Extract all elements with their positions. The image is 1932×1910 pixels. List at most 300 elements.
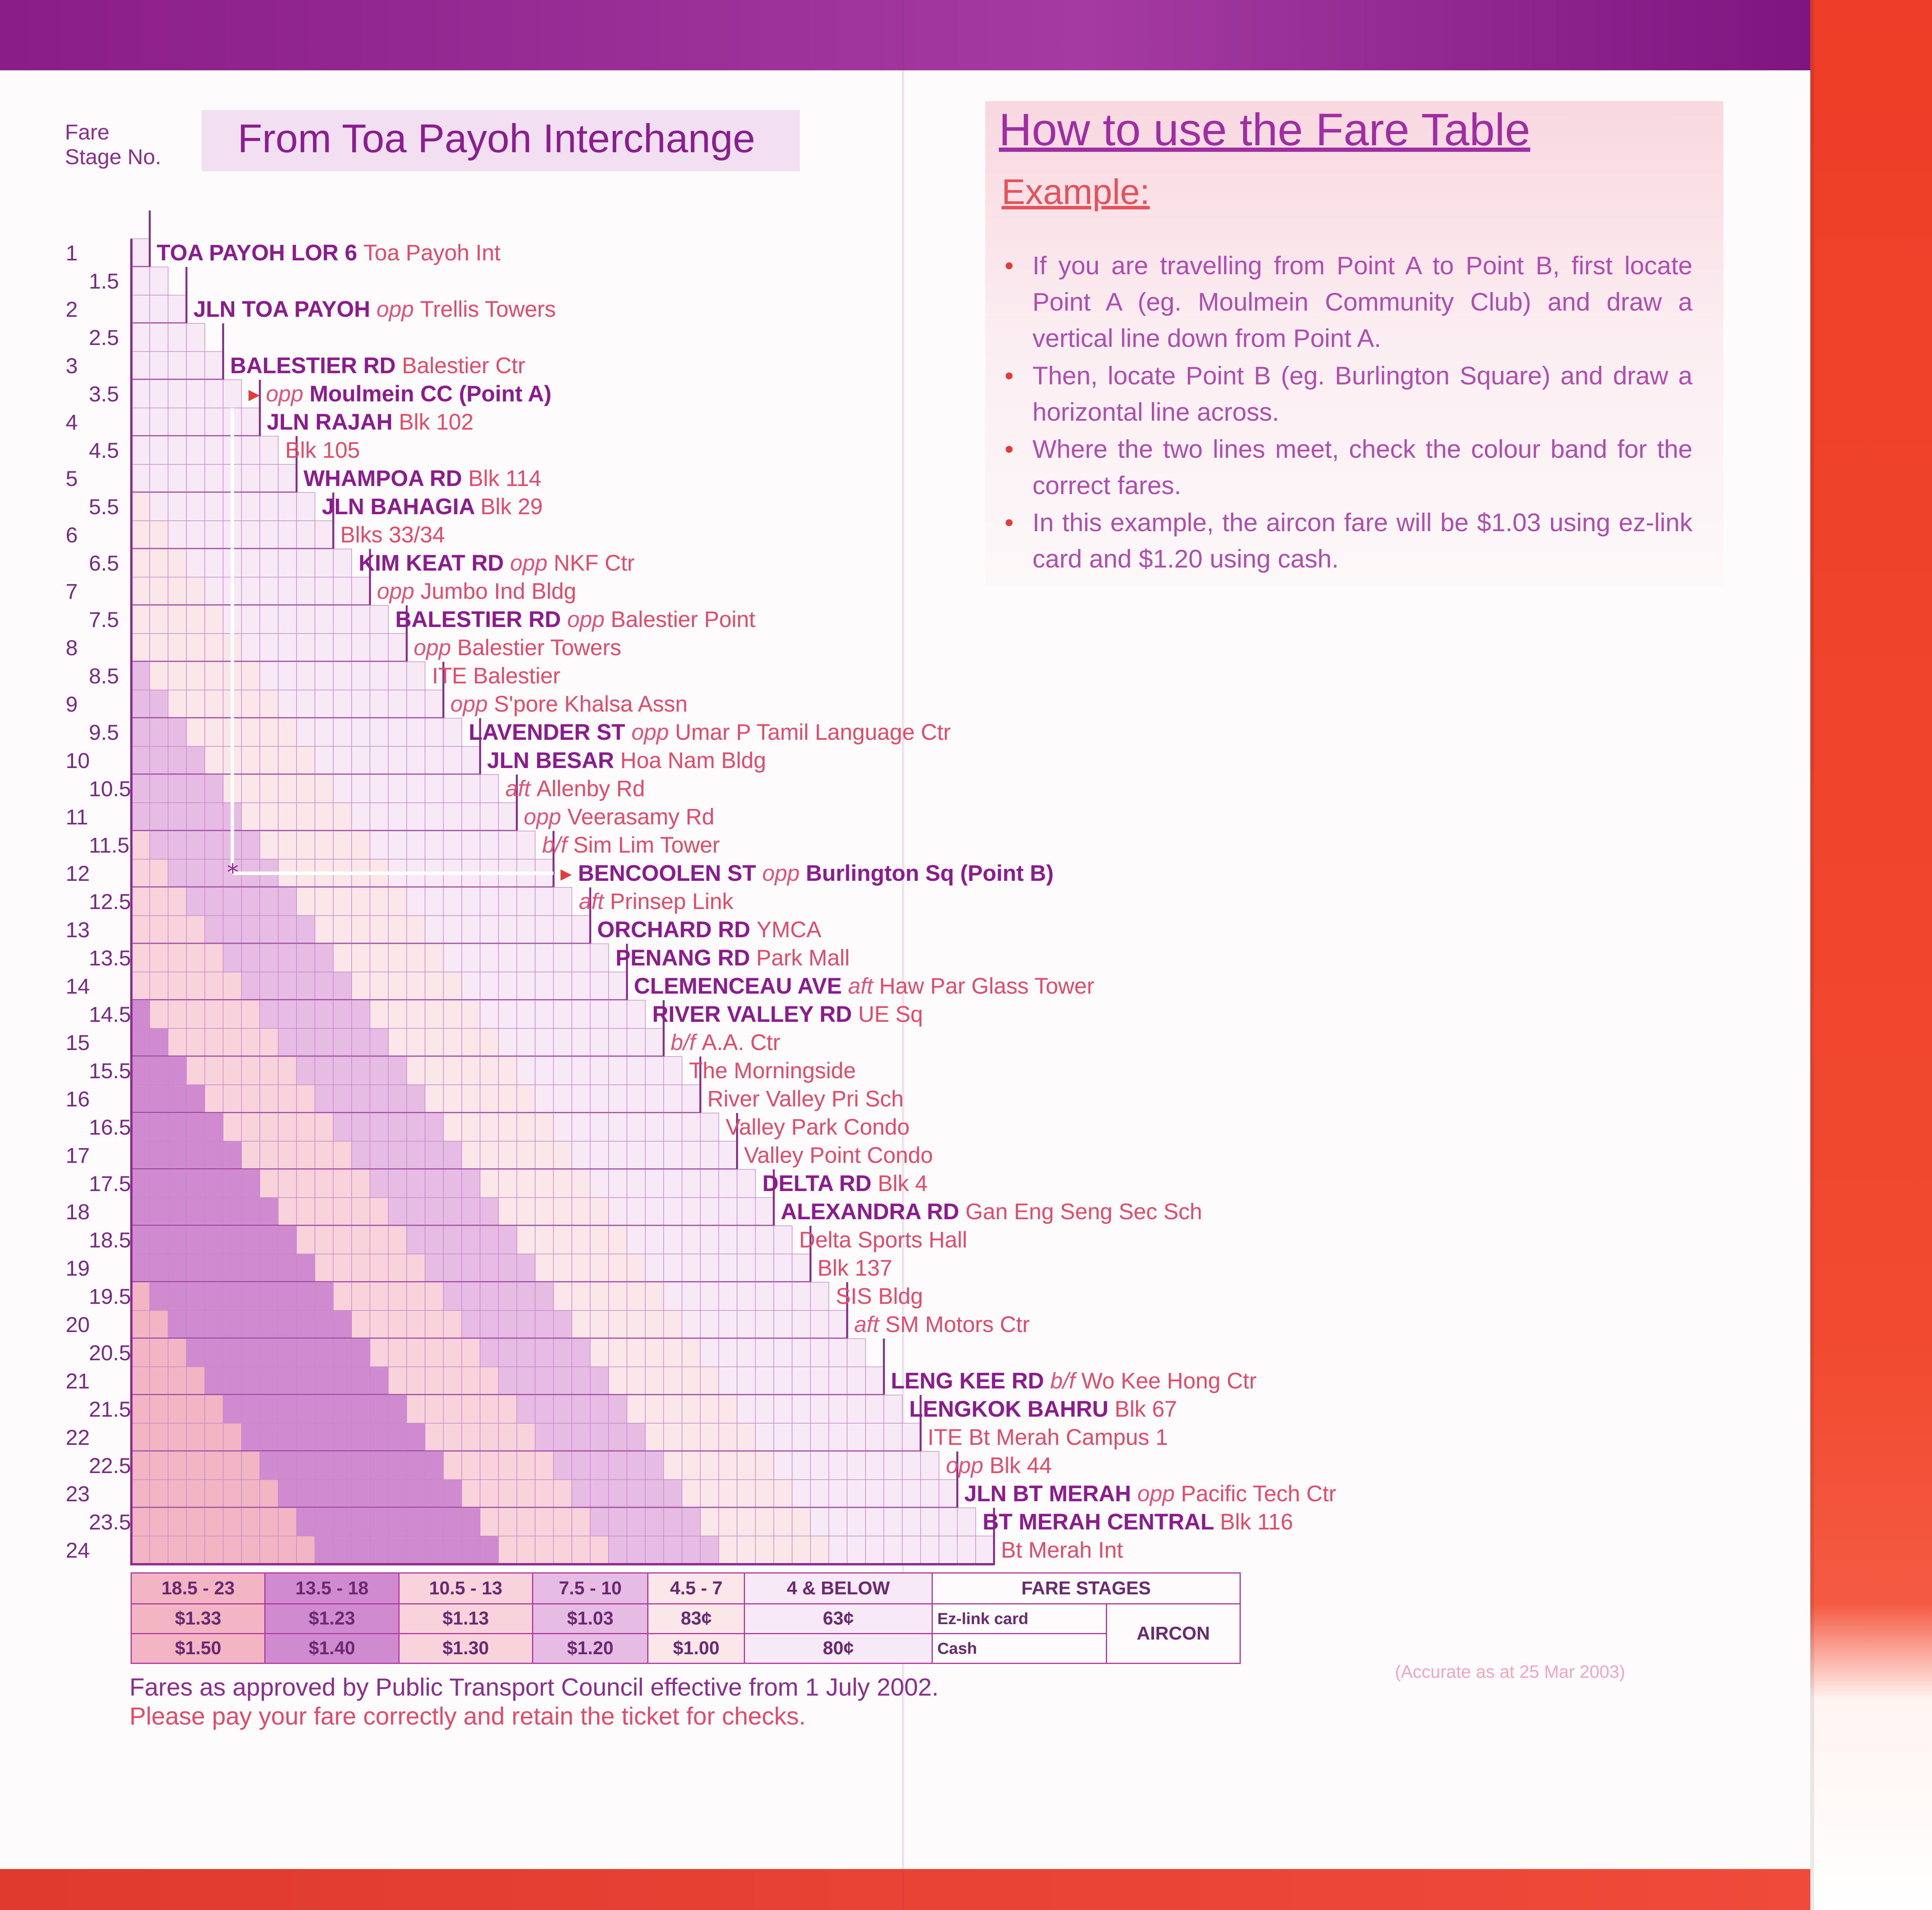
- grid-cell: [462, 775, 480, 803]
- grid-cell: [297, 775, 315, 803]
- grid-cell: [664, 1141, 682, 1169]
- grid-cell: [480, 1395, 499, 1423]
- grid-cell: [388, 775, 407, 803]
- grid-cell: [444, 972, 462, 1000]
- grid-cell: [609, 1367, 627, 1395]
- grid-cell: [260, 577, 279, 605]
- grid-cell: [774, 1254, 793, 1282]
- bus-stop-label: [726, 1114, 910, 1141]
- grid-cell: [205, 887, 223, 916]
- grid-cell: [150, 972, 168, 1000]
- stop-description: UE Sq: [858, 1002, 923, 1027]
- grid-cell: [333, 1451, 352, 1480]
- grid-cell: [187, 1508, 205, 1536]
- grid-cell: [168, 1310, 187, 1339]
- grid-cell: [168, 408, 187, 436]
- grid-cell: [517, 944, 536, 972]
- grid-cell: [131, 1057, 150, 1085]
- grid-cell: [590, 1113, 609, 1141]
- grid-cell: [664, 1198, 682, 1226]
- grid-cell: [131, 775, 150, 803]
- grid-cell: [921, 1508, 939, 1536]
- grid-cell: [187, 775, 205, 803]
- grid-cell: [572, 1395, 590, 1423]
- grid-cell: [205, 521, 223, 549]
- grid-cell: [168, 662, 187, 690]
- grid-cell: [370, 1339, 389, 1367]
- grid-cell: [755, 1198, 774, 1226]
- grid-cell: [297, 1536, 315, 1564]
- grid-cell: [131, 662, 150, 690]
- bus-stop-label: [395, 606, 755, 633]
- grid-cell: [315, 944, 333, 972]
- grid-cell: [407, 831, 425, 859]
- grid-cell: [223, 1141, 242, 1169]
- grid-cell: [187, 803, 205, 831]
- grid-cell: [444, 1028, 462, 1057]
- grid-cell: [425, 1367, 444, 1395]
- grid-cell: [444, 718, 462, 746]
- grid-cell: [462, 1226, 480, 1254]
- grid-cell: [131, 577, 150, 605]
- stop-description: Valley Park Condo: [726, 1115, 910, 1140]
- grid-cell: [333, 1113, 352, 1141]
- contact-line: [1862, 1748, 1932, 1771]
- grid-cell: [609, 1028, 627, 1057]
- grid-cell: [370, 746, 389, 775]
- grid-cell: [462, 1085, 480, 1113]
- grid-cell: [150, 493, 168, 521]
- footnote-ticket: Please pay your fare correctly and retain the ticket for checks.: [129, 1702, 806, 1730]
- bus-stop-label: [818, 1255, 892, 1282]
- grid-cell: [554, 916, 572, 944]
- grid-cell: [444, 944, 462, 972]
- grid-cell: [645, 1226, 664, 1254]
- grid-cell: [701, 1339, 719, 1367]
- grid-cell: [462, 1423, 480, 1451]
- bus-stop-label: [194, 296, 556, 323]
- fare-ezlink: $1.33: [131, 1604, 265, 1633]
- band-label: 4.5 - 7: [648, 1573, 745, 1604]
- grid-cell: [645, 1367, 664, 1395]
- grid-cell: [297, 662, 315, 690]
- grid-cell: [554, 887, 572, 916]
- bus-stop-label: [542, 832, 720, 859]
- stop-description: Haw Par Glass Tower: [879, 974, 1094, 999]
- grid-cell: [719, 1480, 737, 1508]
- grid-cell: [168, 1198, 187, 1226]
- grid-cell: [682, 1141, 701, 1169]
- grid-cell: [150, 464, 168, 493]
- grid-cell: [627, 1282, 646, 1310]
- grid-cell: [462, 803, 480, 831]
- grid-cell: [554, 1226, 572, 1254]
- grid-cell: [187, 1480, 205, 1508]
- grid-cell: [480, 1254, 499, 1282]
- grid-cell: [444, 1000, 462, 1028]
- contact-line: [1862, 1774, 1932, 1796]
- grid-cell: [168, 295, 187, 323]
- grid-cell: [388, 1141, 407, 1169]
- stop-road: JLN BAHAGIA: [322, 494, 481, 519]
- grid-cell: [278, 1480, 297, 1508]
- grid-cell: [205, 746, 223, 775]
- stage-number: 2.5: [89, 325, 119, 350]
- grid-cell: [315, 1141, 333, 1169]
- bus-stop-label: [909, 1396, 1177, 1423]
- grid-cell: [242, 634, 260, 662]
- grid-cell: [168, 1395, 187, 1423]
- grid-cell: [388, 972, 407, 1000]
- grid-cell: [150, 690, 168, 718]
- grid-cell: [370, 1000, 389, 1028]
- grid-cell: [407, 1198, 425, 1226]
- grid-cell: [242, 1367, 260, 1395]
- stop-road: RIVER VALLEY RD: [652, 1002, 858, 1027]
- grid-cell: [480, 775, 499, 803]
- grid-cell: [425, 1310, 444, 1339]
- grid-cell: [388, 1028, 407, 1057]
- grid-cell: [811, 1310, 829, 1339]
- howto-item-2: • Then, locate Point B (eg. Burlington Square) and draw a horizontal line across.: [1005, 357, 1692, 430]
- stage-number: 16: [66, 1087, 90, 1111]
- stop-road: TOA PAYOH LOR 6: [156, 240, 364, 265]
- grid-cell: [480, 803, 499, 831]
- grid-cell: [554, 1141, 572, 1169]
- grid-cell: [866, 1480, 884, 1508]
- grid-cell: [223, 1423, 242, 1451]
- grid-cell: [829, 1451, 847, 1480]
- grid-cell: [682, 1254, 701, 1282]
- grid-cell: [242, 803, 260, 831]
- stop-description: River Valley Pri Sch: [707, 1086, 904, 1111]
- bus-stop-label: [505, 775, 645, 802]
- grid-cell: [627, 1451, 646, 1480]
- stop-description: Pacific Tech Ctr: [1181, 1481, 1337, 1506]
- grid-cell: [278, 775, 297, 803]
- grid-cell: [131, 1451, 150, 1480]
- bus-stop-label: [983, 1509, 1293, 1536]
- grid-cell: [333, 1423, 352, 1451]
- grid-cell: [278, 746, 297, 775]
- grid-cell: [205, 577, 223, 605]
- grid-cell: [223, 1226, 242, 1254]
- grid-cell: [370, 1310, 389, 1339]
- grid-cell: [187, 549, 205, 577]
- grid-cell: [737, 1254, 756, 1282]
- grid-cell: [278, 1226, 297, 1254]
- grid-cell: [701, 1451, 719, 1480]
- grid-cell: [682, 1367, 701, 1395]
- grid-cell: [407, 972, 425, 1000]
- grid-cell: [333, 1480, 352, 1508]
- grid-cell: [352, 1480, 370, 1508]
- grid-cell: [847, 1480, 866, 1508]
- grid-cell: [187, 521, 205, 549]
- stop-road: Moulmein CC (Point A): [310, 381, 552, 406]
- grid-cell: [315, 577, 333, 605]
- grid-cell: [884, 1395, 903, 1423]
- stage-number: 10.5: [89, 777, 131, 801]
- grid-cell: [645, 1339, 664, 1367]
- grid-cell: [187, 944, 205, 972]
- stop-description: Blk 114: [468, 466, 542, 491]
- grid-cell: [572, 1057, 590, 1085]
- stop-prefix: aft: [854, 1312, 886, 1337]
- grid-cell: [701, 1367, 719, 1395]
- grid-cell: [278, 662, 297, 690]
- grid-cell: [517, 1198, 536, 1226]
- grid-cell: [480, 1198, 499, 1226]
- band-label: 4 & BELOW: [745, 1573, 932, 1604]
- grid-cell: [187, 1254, 205, 1282]
- grid-cell: [664, 1085, 682, 1113]
- grid-cell: [315, 1113, 333, 1141]
- grid-cell: [205, 1000, 223, 1028]
- grid-cell: [187, 1339, 205, 1367]
- grid-cell: [425, 1113, 444, 1141]
- fare-cash: $1.20: [532, 1633, 648, 1663]
- grid-cell: [333, 1085, 352, 1113]
- stop-road: BALESTIER RD: [395, 607, 567, 632]
- grid-cell: [480, 887, 499, 916]
- grid-cell: [168, 1423, 187, 1451]
- grid-cell: [517, 1085, 536, 1113]
- grid-cell: [444, 1226, 462, 1254]
- grid-cell: [352, 1254, 370, 1282]
- grid-cell: [352, 690, 370, 718]
- grid-cell: [352, 1028, 370, 1057]
- grid-cell: [462, 1339, 480, 1367]
- grid-cell: [333, 605, 352, 634]
- grid-cell: [737, 1395, 756, 1423]
- grid-cell: [278, 1254, 297, 1282]
- grid-cell: [498, 831, 517, 859]
- grid-cell: [866, 1395, 884, 1423]
- grid-cell: [719, 1310, 737, 1339]
- grid-cell: [462, 1536, 480, 1564]
- grid-cell: [462, 1198, 480, 1226]
- grid-cell: [242, 1310, 260, 1339]
- grid-cell: [627, 1536, 646, 1564]
- grid-cell: [150, 1254, 168, 1282]
- grid-cell: [609, 1310, 627, 1339]
- bullet-icon: •: [1005, 435, 1014, 463]
- grid-cell: [609, 1085, 627, 1113]
- grid-cell: [480, 831, 499, 859]
- grid-cell: [590, 944, 609, 972]
- grid-cell: [866, 1508, 884, 1536]
- stop-road: ALEXANDRA RD: [781, 1199, 966, 1224]
- grid-cell: [444, 916, 462, 944]
- grid-cell: [131, 887, 150, 916]
- grid-cell: [131, 916, 150, 944]
- grid-cell: [829, 1395, 847, 1423]
- stop-road: BALESTIER RD: [230, 353, 402, 378]
- grid-cell: [682, 1113, 701, 1141]
- grid-cell: [719, 1395, 737, 1423]
- grid-cell: [242, 1536, 260, 1564]
- stop-description: Blk 29: [480, 494, 543, 519]
- grid-cell: [572, 1226, 590, 1254]
- grid-cell: [517, 1395, 536, 1423]
- stage-number: 6.5: [89, 551, 119, 575]
- grid-cell: [297, 1310, 315, 1339]
- grid-cell: [131, 1169, 150, 1198]
- grid-cell: [168, 1282, 187, 1310]
- grid-cell: [609, 1480, 627, 1508]
- grid-cell: [407, 1057, 425, 1085]
- grid-cell: [131, 746, 150, 775]
- grid-cell: [444, 831, 462, 859]
- grid-cell: [205, 1198, 223, 1226]
- grid-cell: [278, 549, 297, 577]
- grid-cell: [260, 1169, 279, 1198]
- grid-cell: [150, 1028, 168, 1057]
- grid-cell: [792, 1282, 811, 1310]
- grid-cell: [627, 1198, 646, 1226]
- grid-cell: [370, 662, 389, 690]
- grid-cell: [627, 1085, 646, 1113]
- grid-cell: [444, 1451, 462, 1480]
- grid-cell: [131, 634, 150, 662]
- grid-cell: [352, 1057, 370, 1085]
- grid-cell: [242, 577, 260, 605]
- grid-cell: [333, 972, 352, 1000]
- grid-cell: [774, 1423, 793, 1451]
- stage-number: 21: [66, 1369, 90, 1393]
- grid-cell: [333, 1198, 352, 1226]
- grid-cell: [352, 718, 370, 746]
- grid-cell: [297, 1423, 315, 1451]
- grid-cell: [370, 1536, 389, 1564]
- panel-divider: [1810, 0, 1814, 1910]
- grid-cell: [187, 718, 205, 746]
- grid-cell: [297, 1480, 315, 1508]
- stage-number: 6: [66, 523, 78, 547]
- grid-cell: [131, 605, 150, 634]
- grid-cell: [407, 662, 425, 690]
- grid-cell: [829, 1310, 847, 1339]
- stage-number: 10: [66, 748, 90, 773]
- grid-cell: [572, 1339, 590, 1367]
- grid-cell: [168, 1141, 187, 1169]
- grid-cell: [205, 1169, 223, 1198]
- grid-cell: [150, 1169, 168, 1198]
- grid-cell: [168, 634, 187, 662]
- grid-cell: [278, 1028, 297, 1057]
- grid-cell: [388, 887, 407, 916]
- grid-cell: [242, 746, 260, 775]
- grid-cell: [333, 887, 352, 916]
- grid-cell: [205, 1310, 223, 1339]
- grid-cell: [370, 1226, 389, 1254]
- grid-cell: [627, 1000, 646, 1028]
- grid-cell: [609, 1198, 627, 1226]
- stop-description: Valley Point Condo: [744, 1143, 933, 1168]
- grid-cell: [517, 1226, 536, 1254]
- grid-cell: [682, 1480, 701, 1508]
- grid-cell: [480, 972, 499, 1000]
- grid-cell: [168, 746, 187, 775]
- grid-cell: [278, 1536, 297, 1564]
- grid-cell: [554, 1113, 572, 1141]
- accuracy-note: (Accurate as at 25 Mar 2003): [1395, 1662, 1625, 1682]
- grid-cell: [388, 803, 407, 831]
- grid-cell: [150, 1395, 168, 1423]
- grid-cell: [205, 352, 223, 380]
- grid-cell: [187, 972, 205, 1000]
- grid-cell: [168, 916, 187, 944]
- stop-road: DELTA RD: [762, 1171, 878, 1196]
- grid-cell: [444, 1282, 462, 1310]
- grid-cell: [297, 1451, 315, 1480]
- grid-cell: [444, 1480, 462, 1508]
- stop-road: JLN RAJAH: [267, 410, 399, 435]
- grid-cell: [315, 775, 333, 803]
- grid-cell: [847, 1508, 866, 1536]
- grid-cell: [352, 1451, 370, 1480]
- grid-cell: [498, 887, 517, 916]
- grid-cell: [168, 521, 187, 549]
- stop-description: Gan Eng Seng Sec Sch: [965, 1199, 1202, 1224]
- grid-cell: [682, 1282, 701, 1310]
- grid-cell: [554, 1198, 572, 1226]
- grid-cell: [645, 1028, 664, 1057]
- grid-cell: [480, 1085, 499, 1113]
- grid-cell: [498, 1339, 517, 1367]
- grid-cell: [572, 1310, 590, 1339]
- grid-cell: [278, 605, 297, 634]
- grid-cell: [664, 1423, 682, 1451]
- grid-cell: [352, 1367, 370, 1395]
- grid-cell: [590, 1057, 609, 1085]
- grid-cell: [480, 1451, 499, 1480]
- bus-stop-label: [689, 1057, 856, 1084]
- grid-cell: [205, 1113, 223, 1141]
- grid-cell: [609, 1451, 627, 1480]
- grid-cell: [131, 267, 150, 295]
- grid-cell: [535, 1282, 554, 1310]
- grid-cell: [884, 1480, 903, 1508]
- grid-cell: [168, 1169, 187, 1198]
- grid-cell: [205, 1141, 223, 1169]
- stop-description: A.A. Ctr: [702, 1030, 781, 1055]
- grid-cell: [150, 1057, 168, 1085]
- grid-cell: [315, 521, 333, 549]
- grid-cell: [425, 1085, 444, 1113]
- grid-cell: [297, 1000, 315, 1028]
- grid-cell: [664, 1480, 682, 1508]
- band-label: 13.5 - 18: [265, 1573, 399, 1604]
- grid-cell: [131, 1423, 150, 1451]
- grid-cell: [333, 1367, 352, 1395]
- grid-cell: [847, 1395, 866, 1423]
- grid-cell: [554, 1367, 572, 1395]
- grid-cell: [223, 1339, 242, 1367]
- grid-cell: [645, 1310, 664, 1339]
- grid-cell: [388, 718, 407, 746]
- grid-cell: [205, 1226, 223, 1254]
- grid-cell: [590, 1028, 609, 1057]
- grid-cell: [242, 1057, 260, 1085]
- stage-number: 2: [66, 297, 78, 321]
- grid-cell: [407, 803, 425, 831]
- grid-cell: [223, 1310, 242, 1339]
- grid-cell: [425, 1141, 444, 1169]
- grid-cell: [462, 1451, 480, 1480]
- grid-cell: [517, 1254, 536, 1282]
